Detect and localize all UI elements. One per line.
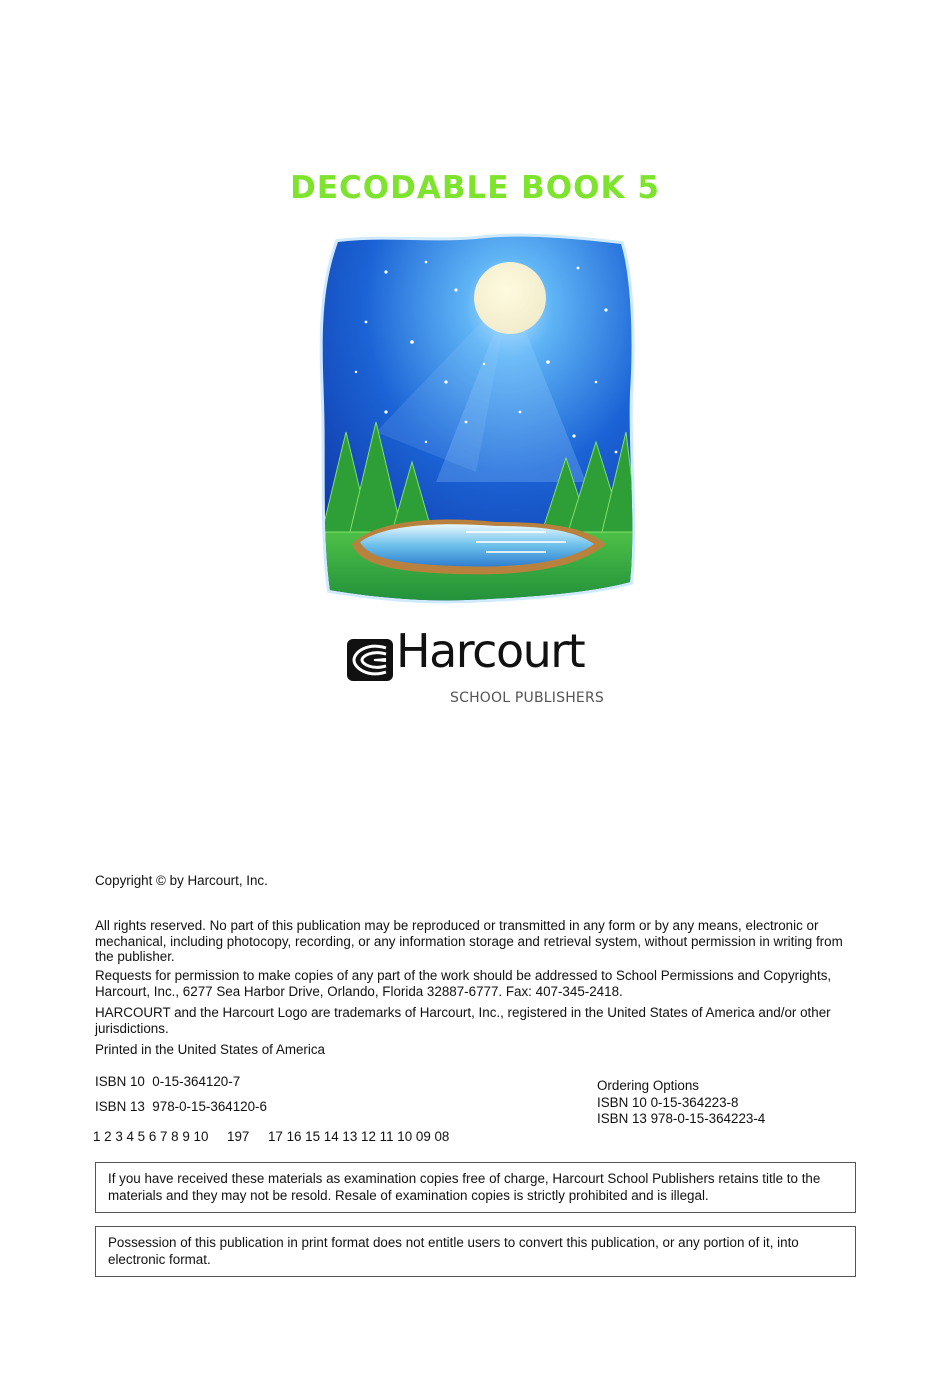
printed-in-line: Printed in the United States of America — [95, 1042, 325, 1057]
electronic-format-notice: Possession of this publication in print format does not entitle users to convert this publication, or any portion of it, into electronic format. — [95, 1226, 856, 1277]
copyright-line: Copyright © by Harcourt, Inc. — [95, 873, 268, 888]
harcourt-swoosh-icon — [346, 638, 394, 682]
ordering-heading: Ordering Options — [597, 1078, 699, 1093]
trademark-paragraph: HARCOURT and the Harcourt Logo are trademarks of Harcourt, Inc., registered in the United States of America and/or other jurisdictions. — [95, 1005, 831, 1036]
ordering-isbn-13: ISBN 13 978-0-15-364223-4 — [597, 1111, 766, 1126]
ordering-isbn-10: ISBN 10 0-15-364223-8 — [597, 1094, 739, 1110]
night-lake-moon-illustration — [316, 232, 638, 606]
permissions-paragraph: Requests for permission to make copies of any part of the work should be addressed to School Permissions and Copyrights, Harcourt, Inc., 6277 Sea Harbor Drive, Orlando, Florida 32887-6777. Fax: 407-345-2418. — [95, 968, 832, 999]
publisher-logo — [346, 624, 608, 714]
rights-paragraph: All rights reserved. No part of this publication may be reproduced or transmitted in any form or by any means, electronic or mechanical, including photocopy, recording, or any information storage and retrieval system, without permission in writing from the publisher. — [95, 918, 843, 964]
isbn-13: ISBN 13 978-0-15-364120-6 — [95, 1099, 267, 1114]
examination-notice: If you have received these materials as examination copies free of charge, Harcourt School Publishers retains title to the materials and they may not be resold. Resale of examination copies is strictly prohibited and is illegal. — [95, 1162, 856, 1213]
book-title: DECODABLE BOOK 5 — [290, 170, 660, 206]
publisher-division: SCHOOL PUBLISHERS — [450, 690, 604, 706]
print-number-line: 1 2 3 4 5 6 7 8 9 10 197 17 16 15 14 13 12 11 10 09 08 — [93, 1129, 450, 1144]
ordering-options — [597, 1078, 765, 1128]
publisher-name: Harcourt — [396, 624, 585, 678]
isbn-10: ISBN 10 0-15-364120-7 — [95, 1074, 241, 1089]
